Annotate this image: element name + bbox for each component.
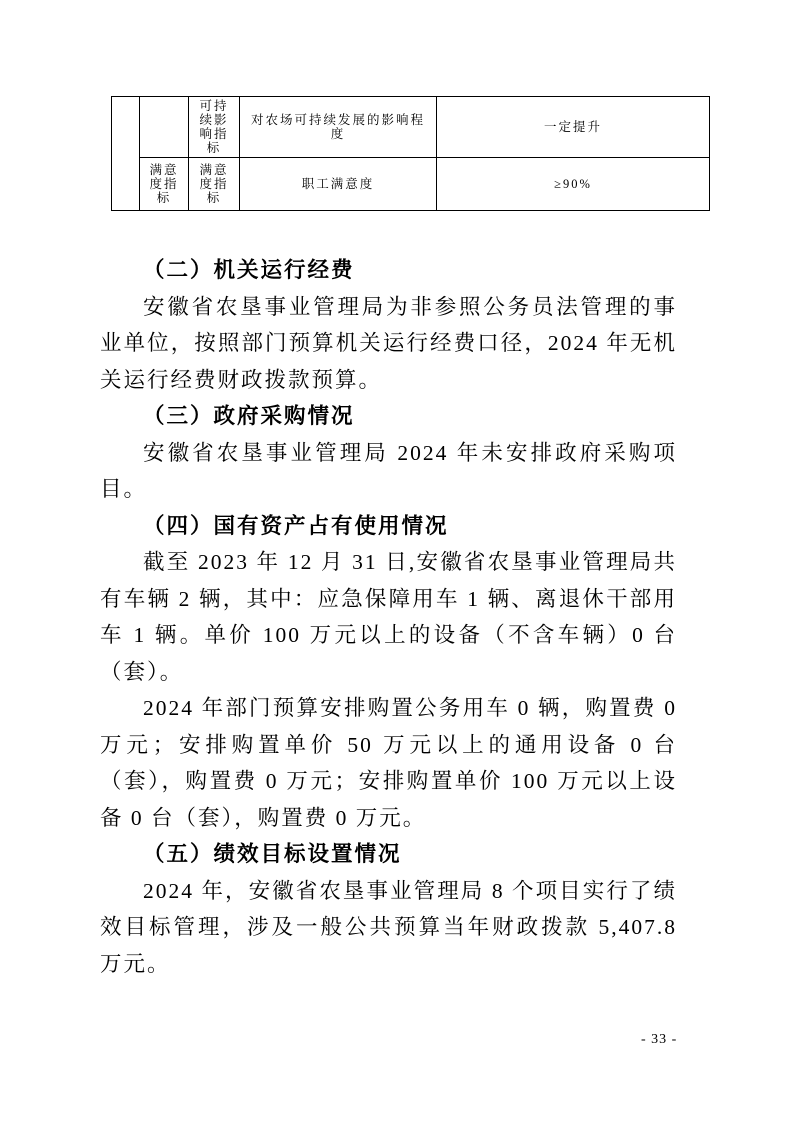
paragraph-performance-targets: 2024 年，安徽省农垦事业管理局 8 个项目实行了绩效目标管理，涉及一般公共预算当年财政拨款 5,407.8 万元。 [100,878,677,976]
section-heading-government-procurement: （三）政府采购情况 [143,404,355,428]
section-heading-organ-operating-funds: （二）机关运行经费 [143,258,355,282]
paragraph-government-procurement: 安徽省农垦事业管理局 2024 年未安排政府采购项目。 [100,440,677,501]
paragraph-state-assets-purchases: 2024 年部门预算安排购置公务用车 0 辆，购置费 0 万元；安排购置单价 50 万元以上的通用设备 0 台（套），购置费 0 万元；安排购置单价 100 万元以上设备 0 台（套），购置费 0 万元。 [100,696,677,830]
table-row [112,97,710,158]
section-heading-state-assets: （四）国有资产占有使用情况 [143,513,449,538]
performance-indicator-table [111,96,710,211]
cell-level2-indicator: 可持续影响指标 [189,97,240,158]
document-body [100,252,677,982]
cell-indicator-target: 一定提升 [437,97,710,158]
cell-indicator-group [112,97,140,211]
table-row [112,158,710,211]
cell-level1-indicator: 满意度指标 [140,158,189,211]
page-number: - 33 - [641,1032,678,1047]
cell-indicator-name: 对农场可持续发展的影响程度 [240,97,437,158]
paragraph-organ-operating-funds: 安徽省农垦事业管理局为非参照公务员法管理的事业单位，按照部门预算机关运行经费口径，2024 年无机关运行经费财政拨款预算。 [100,294,677,392]
cell-level2-indicator: 满意度指标 [189,158,240,211]
cell-indicator-target: ≥90% [437,158,710,211]
section-heading-performance-targets: （五）绩效目标设置情况 [143,842,402,866]
cell-indicator-name: 职工满意度 [240,158,437,211]
paragraph-state-assets-vehicles: 截至 2023 年 12 月 31 日,安徽省农垦事业管理局共有车辆 2 辆，其中：应急保障用车 1 辆、离退休干部用车 1 辆。单价 100 万元以上的设备（不含车辆）0 台（套）。 [100,550,677,684]
cell-level1-indicator-empty [140,97,189,158]
